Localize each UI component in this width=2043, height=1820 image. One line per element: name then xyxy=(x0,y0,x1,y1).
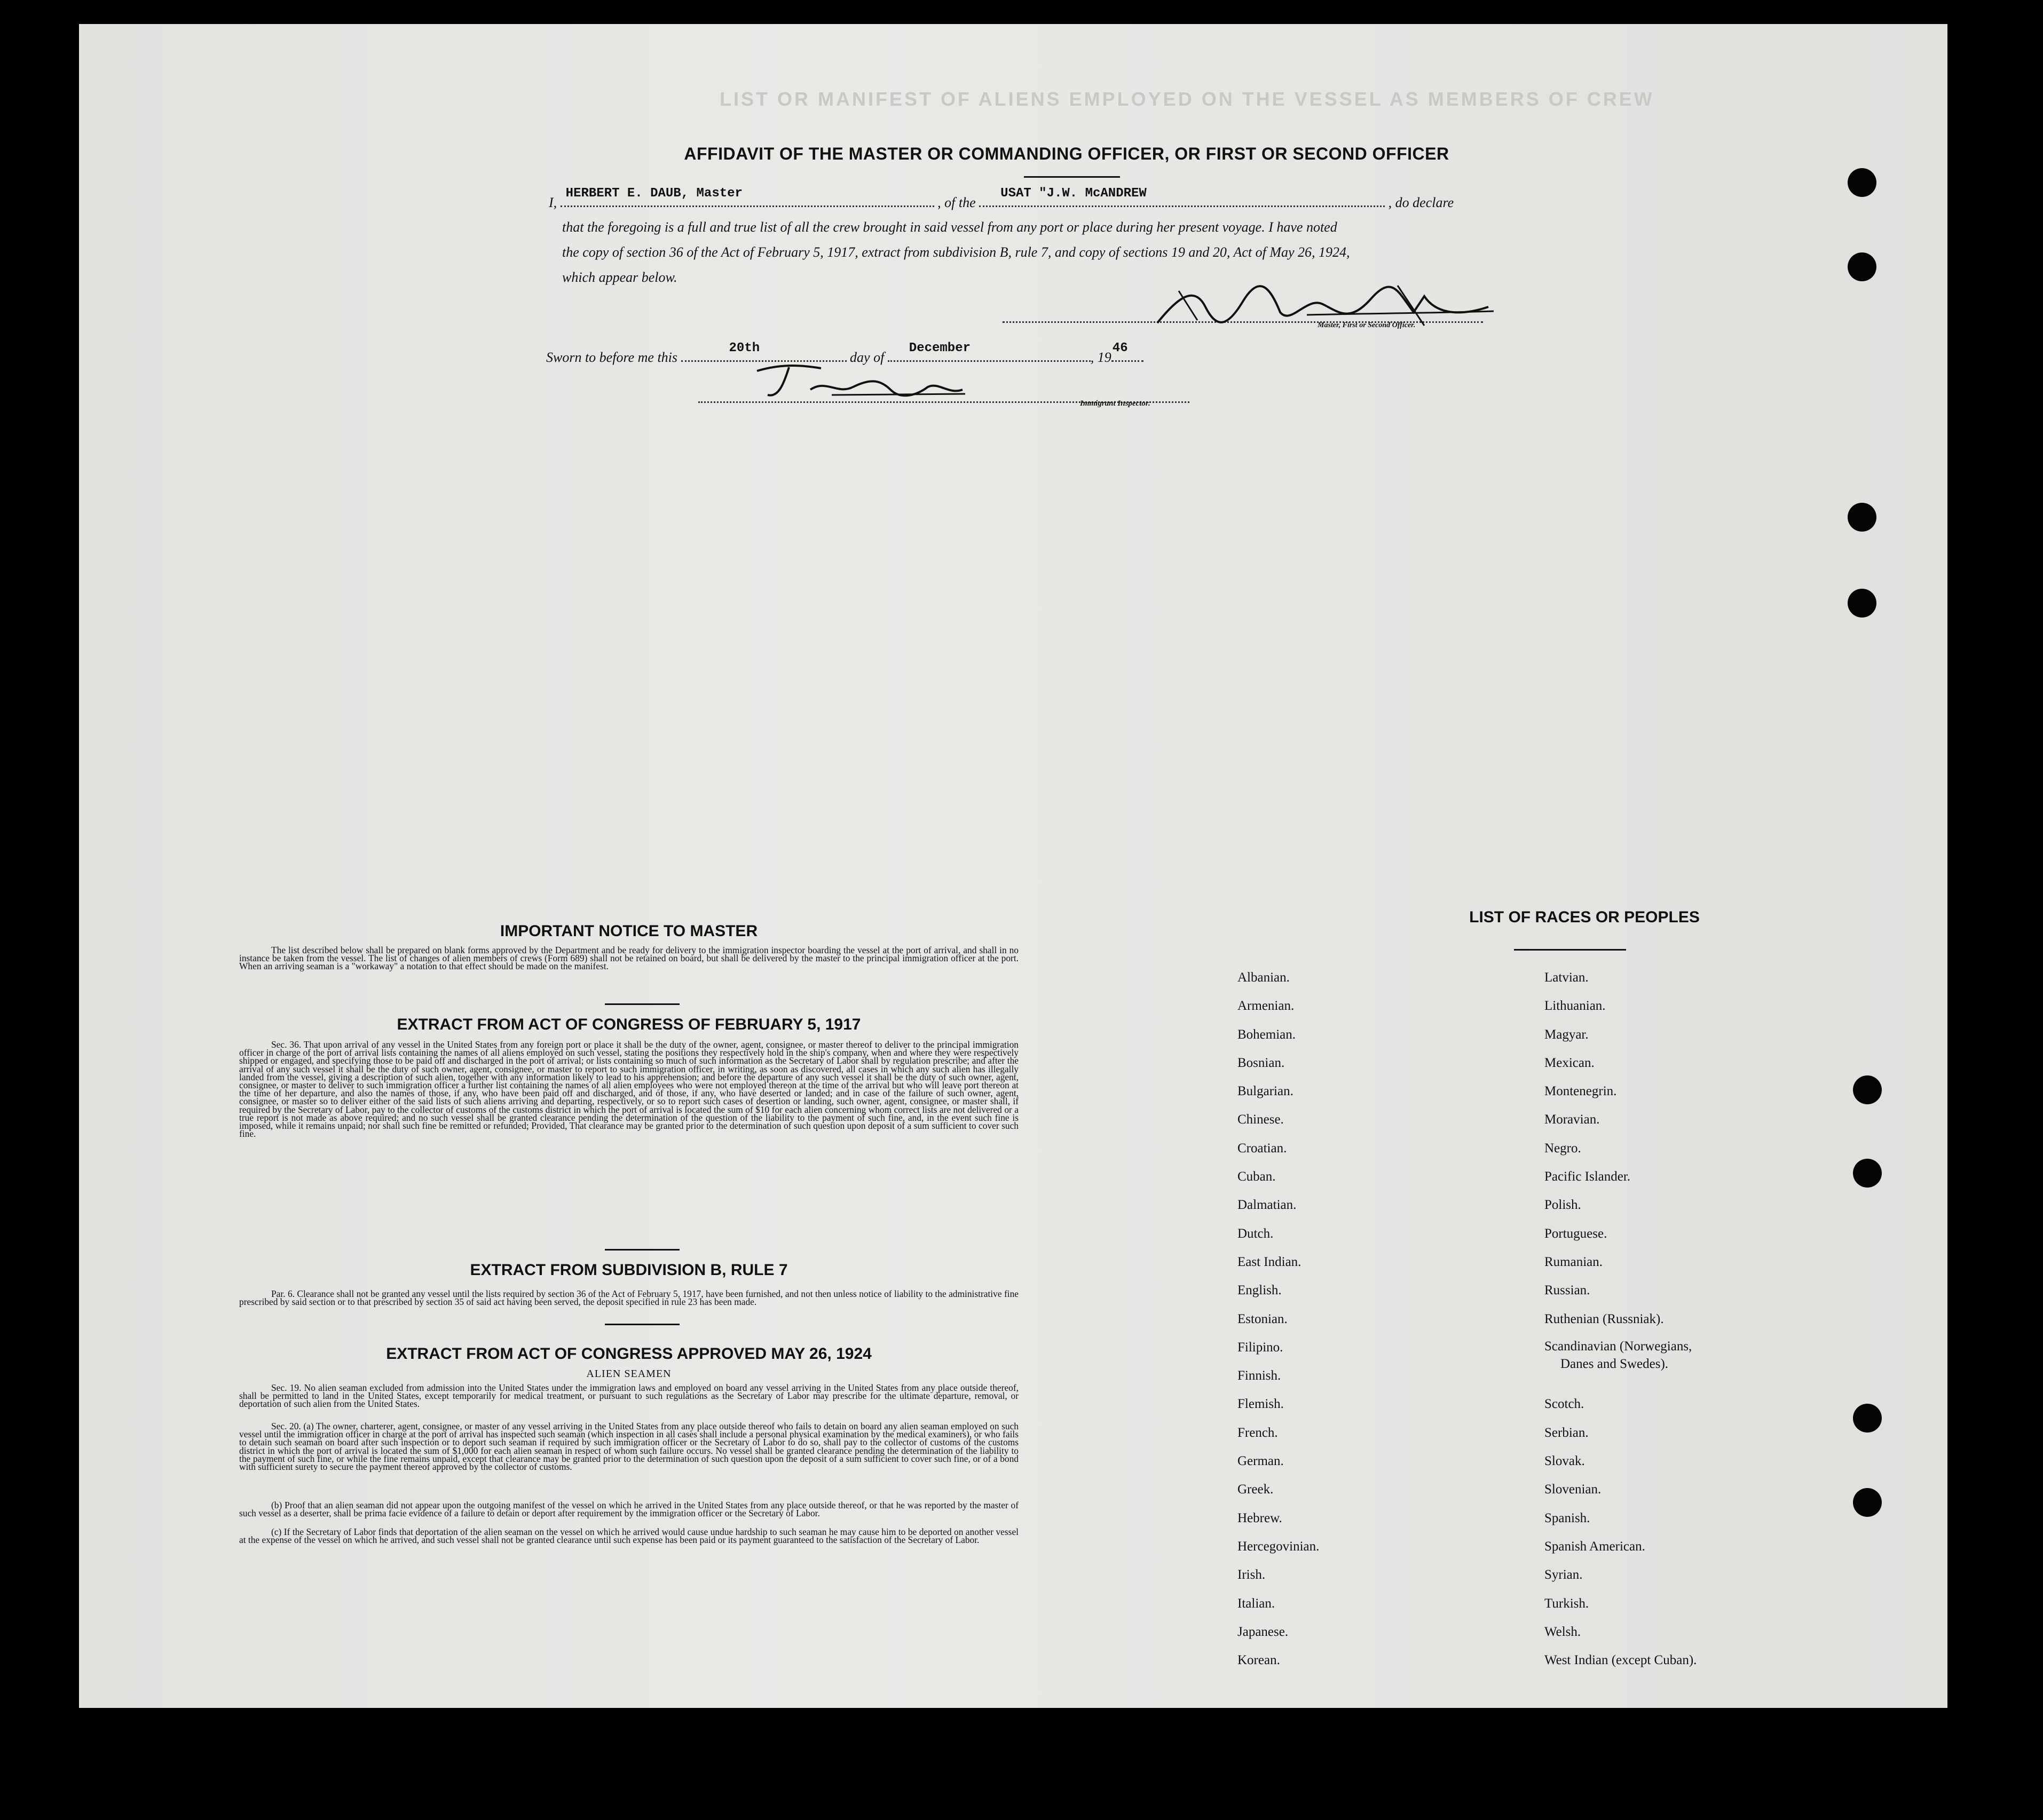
races-left-column xyxy=(1237,963,1319,1674)
race-item: Armenian. xyxy=(1237,999,1295,1014)
bleed-through-text: LIST OR MANIFEST OF ALIENS EMPLOYED ON THE VESSEL AS MEMBERS OF CREW xyxy=(720,88,1654,110)
race-item: Pacific Islander. xyxy=(1544,1169,1631,1184)
binder-hole-2 xyxy=(1848,252,1876,281)
notice-text: The list described below shall be prepared on blank forms approved by the Department and be ready for delivery to the immigration inspector boarding the vessel at the port of arrival, and shall in no instance be taken from the vessel. The list of changes of alien members of crews (Form 689) shall not be retained on board, but shall be delivered by the master to the principal immigration officer at the port. When an arriving seaman is a "workaway" a notation to that effect should be made on the manifest. xyxy=(239,945,1019,972)
race-item: Montenegrin. xyxy=(1544,1084,1617,1099)
race-item: Turkish. xyxy=(1544,1596,1589,1611)
race-item-line: Danes and Swedes). xyxy=(1560,1356,1669,1371)
extract-1917-text: Sec. 36. That upon arrival of any vessel in the United States from any foreign port or place it shall be the duty of the owner, agent, consignee, or master thereof to deliver to the principal immigration officer in charge of the port of arrival lists containing the names of all aliens employed on such vessel, stating the positions they respectively hold in the ship's company, when and where they were respectively shipped or engaged, and specifying those to be paid off and discharged in the port of arrival; or lists containing so much of such information as the Secretary of Labor shall by regulation prescribe; and after the arrival of any such vessel it shall be the duty of such owner, agent, consignee, or master to report to such immigration officer, in writing, as soon as discovered, all cases in which any such alien has illegally landed from the vessel, giving a description of such alien, together with any information likely to lead to his apprehension; and before the departure of any such vessel it shall be the duty of such owner, agent, consignee, or master to deliver to such immigration officer a further list containing the names of all alien employees who were not employed thereon at the time of the arrival but who will leave port thereon at the time of her departure, and also the names of those, if any, who have been paid off and discharged, and of those, if any, who have deserted or landed; and in case of the failure of such owner, agent, consignee, or master so to deliver either of the said lists of such aliens arriving and departing, respectively, or so to report such cases of desertion or landing, such owner, agent, consignee, or master shall, if required by the Secretary of Labor, pay to the collector of customs of the customs district in which the port of arrival is located the sum of $10 for each alien concerning whom correct lists are not delivered or a true report is not made as above required; and no such vessel shall be granted clearance pending the determination of the question of the liability to the payment of such fine, and, in the event such fine is imposed, while it remains unpaid; nor shall such fine be remitted or refunded; Provided, That clearance may be granted prior to the determination of such question upon deposit of a sum sufficient to cover such fine. xyxy=(239,1039,1019,1140)
mid-text: , of the xyxy=(937,195,976,210)
race-item: Spanish American. xyxy=(1544,1539,1645,1554)
binder-hole-4 xyxy=(1848,589,1876,618)
race-item: Slovak. xyxy=(1544,1454,1585,1469)
race-item: Hercegovinian. xyxy=(1237,1539,1320,1554)
alien-seamen-subtitle: ALIEN SEAMEN xyxy=(586,1368,672,1380)
race-item: Finnish. xyxy=(1237,1368,1281,1383)
sec20a-text: Sec. 20. (a) The owner, charterer, agent, consignee, or master of any vessel arriving in the United States from any place outside thereof who fails to detain on board any alien seaman employed on such vessel until the immigration officer in charge at the port of arrival has inspected such seaman (which inspection in all cases shall include a personal physical examination by the medical examiners), or who fails to detain such seaman on board after such inspection or to deport such seaman if required by such immigration officer or the Secretary of Labor to do so, shall pay to the collector of customs of the customs district in which the port of arrival is located the sum of $1,000 for each alien seaman in respect of whom such failure occurs. No vessel shall be granted clearance pending the determination of the liability to the payment of such fine, or while the fine remains unpaid, except that clearance may be granted prior to the determination of such question upon the deposit of a sum sufficient to cover such fine, or of a bond with sufficient surety to secure the payment thereof approved by the collector of customs. xyxy=(239,1421,1019,1473)
race-item: Magyar. xyxy=(1544,1027,1589,1042)
sworn-year-value: 46 xyxy=(1112,341,1128,355)
race-item: Albanian. xyxy=(1237,970,1290,985)
race-item-line: Scandinavian (Norwegians, xyxy=(1544,1339,1692,1354)
race-item: Bulgarian. xyxy=(1237,1084,1293,1099)
sworn-month-value: December xyxy=(909,341,971,355)
rule7-title: EXTRACT FROM SUBDIVISION B, RULE 7 xyxy=(470,1261,788,1279)
sec20c-text: (c) If the Secretary of Labor finds that deportation of the alien seaman on the vessel on which he arrived would cause undue hardship to such seaman he may cause him to be deported on another vessel at the expense of the vessel on which he arrived, and such vessel shall not be granted clearance until such expense has been paid or its payment guaranteed to the satisfaction of the Secretary of Labor. xyxy=(239,1526,1019,1546)
affidavit-title: AFFIDAVIT OF THE MASTER OR COMMANDING OFFICER, OR FIRST OR SECOND OFFICER xyxy=(684,144,1449,163)
race-item: West Indian (except Cuban). xyxy=(1544,1653,1697,1668)
vessel-name-field xyxy=(979,186,1385,207)
affidavit-line-4: which appear below. xyxy=(562,270,677,285)
race-item: Welsh. xyxy=(1544,1624,1581,1639)
race-item: Irish. xyxy=(1237,1568,1266,1582)
race-item: Russian. xyxy=(1544,1283,1590,1298)
vessel-name-value: USAT "J.W. McANDREW xyxy=(1000,186,1147,201)
notice-title: IMPORTANT NOTICE TO MASTER xyxy=(500,922,758,940)
race-item: Japanese. xyxy=(1237,1624,1289,1639)
inspector-label: Immigrant Inspector. xyxy=(1080,399,1150,408)
race-item: Rumanian. xyxy=(1544,1254,1603,1269)
race-item: Mexican. xyxy=(1544,1055,1595,1070)
binder-hole-7 xyxy=(1853,1404,1882,1433)
affidavit-line-3: the copy of section 36 of the Act of February 5, 1917, extract from subdivision B, rule 7, and copy of sections 19 and 20, Act of May 26, 1924, xyxy=(562,244,1350,260)
race-item: Scotch. xyxy=(1544,1397,1584,1412)
races-right-column xyxy=(1544,963,1697,1674)
race-item: Dutch. xyxy=(1237,1226,1274,1241)
race-item: Filipino. xyxy=(1237,1340,1283,1355)
race-item: Latvian. xyxy=(1544,970,1589,985)
sec19-text: Sec. 19. No alien seaman excluded from admission into the United States under the immigration laws and employed on board any vessel arriving in the United States from any place outside thereof, shall be permitted to land in the United States, except temporarily for medical treatment, or pursuant to such regulations as the Secretary of Labor may prescribe for the ultimate departure, removal, or deportation of such alien from the United States. xyxy=(239,1382,1019,1410)
binder-hole-1 xyxy=(1848,168,1876,197)
race-item: Hebrew. xyxy=(1237,1510,1282,1525)
affidavit-line-1 xyxy=(549,186,1454,211)
races-rule xyxy=(1514,949,1626,951)
sworn-year-prefix: , 19 xyxy=(1090,350,1111,365)
race-item: Estonian. xyxy=(1237,1311,1288,1326)
races-title: LIST OF RACES OR PEOPLES xyxy=(1469,908,1700,926)
title-rule xyxy=(1024,176,1120,178)
race-item: Polish. xyxy=(1544,1198,1581,1213)
extract-1917-rule xyxy=(605,1249,680,1251)
binder-hole-5 xyxy=(1853,1075,1882,1104)
notice-rule xyxy=(605,1003,680,1005)
master-signature-label: Master, First or Second Officer. xyxy=(1318,321,1416,329)
master-name-value: HERBERT E. DAUB, Master xyxy=(565,186,743,201)
race-item: Chinese. xyxy=(1237,1112,1284,1127)
race-item: Italian. xyxy=(1237,1596,1275,1611)
race-item: Cuban. xyxy=(1237,1169,1276,1184)
race-item: Syrian. xyxy=(1544,1568,1583,1582)
race-item: Portuguese. xyxy=(1544,1226,1607,1241)
sworn-day-value: 20th xyxy=(729,341,760,355)
race-item: German. xyxy=(1237,1454,1284,1469)
race-item: Korean. xyxy=(1237,1653,1280,1668)
race-item: French. xyxy=(1237,1425,1278,1440)
race-item-scandinavian xyxy=(1544,1333,1697,1390)
race-item: Ruthenian (Russniak). xyxy=(1544,1311,1664,1326)
prefix-text: I, xyxy=(549,195,557,210)
suffix-text: , do declare xyxy=(1388,195,1454,210)
binder-hole-8 xyxy=(1853,1488,1882,1517)
race-item: Greek. xyxy=(1237,1482,1274,1497)
race-item: Dalmatian. xyxy=(1237,1198,1297,1213)
sec20b-text: (b) Proof that an alien seaman did not appear upon the outgoing manifest of the vessel on which he arrived in the United States from any place outside thereof, or that he was reported by the master of such vessel as a deserter, shall be prima facie evidence of a failure to detain or deport after requirement by the immigration officer or the Secretary of Labor. xyxy=(239,1500,1019,1519)
race-item: Spanish. xyxy=(1544,1510,1590,1525)
sworn-mid: day of xyxy=(850,350,885,365)
race-item: Slovenian. xyxy=(1544,1482,1602,1497)
inspector-signature xyxy=(746,358,971,406)
rule7-text: Par. 6. Clearance shall not be granted any vessel until the lists required by section 36 of the Act of February 5, 1917, have been furnished, and not then unless notice of liability to the administrative fine prescribed by said section or to that prescribed by section 35 of said act having been served, the deposit specified in rule 23 has been made. xyxy=(239,1288,1019,1308)
document-page xyxy=(79,24,1947,1708)
extract-1924-title: EXTRACT FROM ACT OF CONGRESS APPROVED MAY 26, 1924 xyxy=(386,1345,872,1363)
affidavit-line-2: that the foregoing is a full and true list of all the crew brought in said vessel from any port or place during her present voyage. I have noted xyxy=(562,219,1337,235)
binder-hole-3 xyxy=(1848,503,1876,532)
master-name-field xyxy=(561,186,934,207)
race-item: Lithuanian. xyxy=(1544,999,1606,1014)
race-item: Serbian. xyxy=(1544,1425,1589,1440)
race-item: Negro. xyxy=(1544,1141,1581,1156)
race-item: Moravian. xyxy=(1544,1112,1600,1127)
race-item: East Indian. xyxy=(1237,1254,1301,1269)
extract-1917-title: EXTRACT FROM ACT OF CONGRESS OF FEBRUARY 5, 1917 xyxy=(397,1016,861,1033)
race-item: Flemish. xyxy=(1237,1397,1284,1412)
binder-hole-6 xyxy=(1853,1159,1882,1188)
race-item: Bosnian. xyxy=(1237,1055,1285,1070)
race-item: Bohemian. xyxy=(1237,1027,1296,1042)
sworn-prefix: Sworn to before me this xyxy=(546,350,678,365)
race-item: English. xyxy=(1237,1283,1282,1298)
race-item: Croatian. xyxy=(1237,1141,1287,1156)
sworn-year-field xyxy=(1111,341,1143,362)
rule7-rule xyxy=(605,1324,680,1325)
